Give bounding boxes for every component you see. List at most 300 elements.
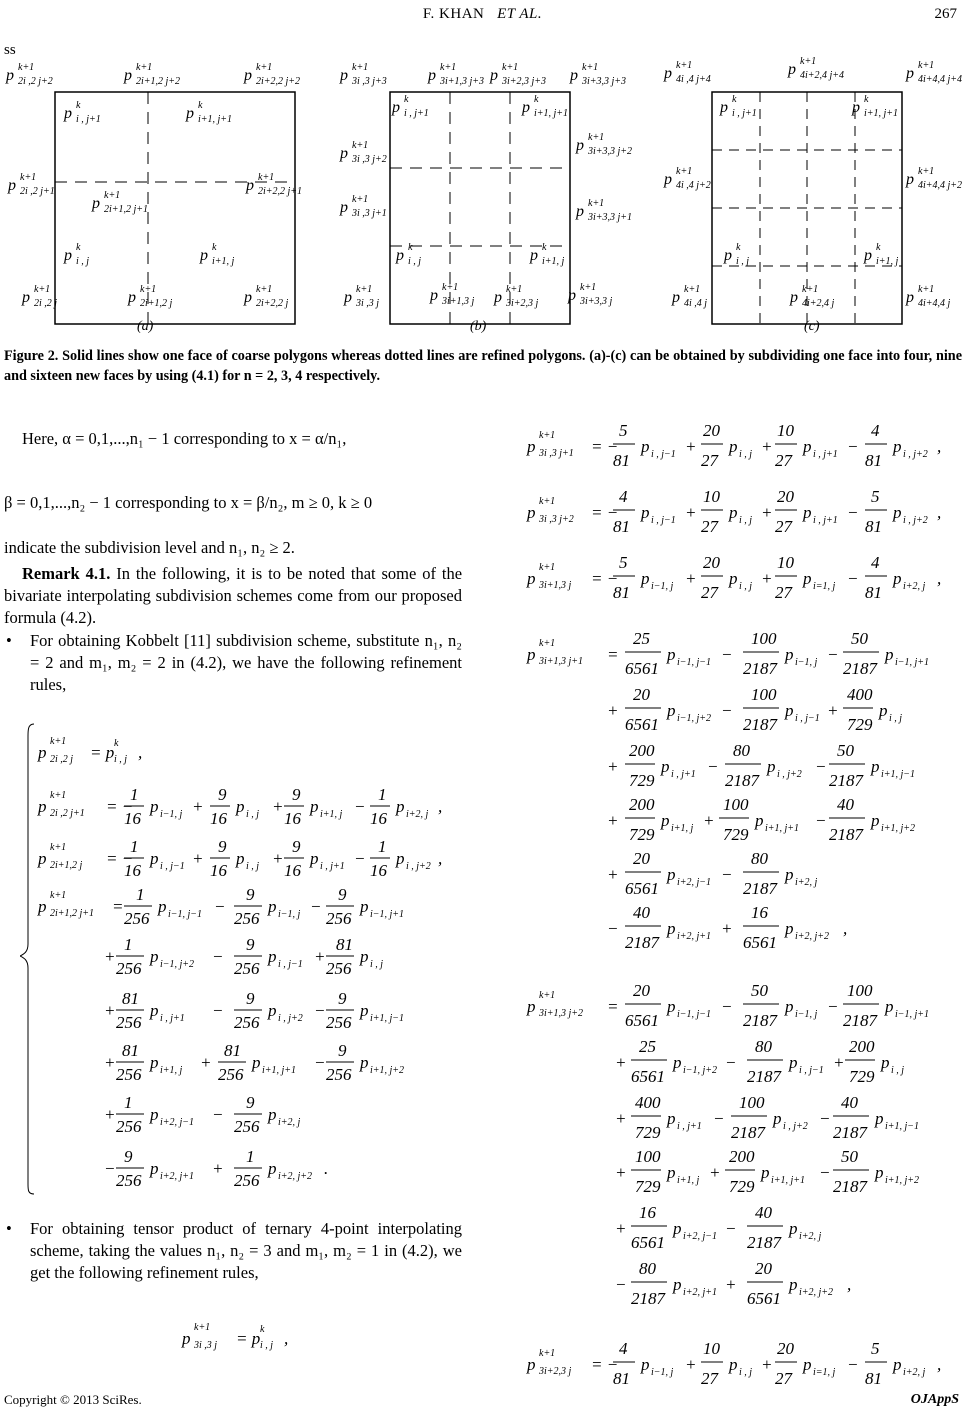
svg-text:k+1: k+1 bbox=[50, 790, 67, 801]
svg-text:p: p bbox=[803, 437, 812, 456]
svg-text:729: 729 bbox=[849, 1067, 875, 1086]
svg-text:k+1: k+1 bbox=[588, 132, 605, 143]
svg-text:3i+3,3 j+2: 3i+3,3 j+2 bbox=[588, 146, 633, 157]
svg-text:p: p bbox=[150, 797, 159, 816]
svg-text:81: 81 bbox=[122, 989, 139, 1008]
svg-text:= −: = − bbox=[106, 797, 134, 816]
svg-text:=: = bbox=[607, 645, 619, 664]
svg-text:9: 9 bbox=[246, 1093, 255, 1112]
svg-text:i , j+1: i , j+1 bbox=[671, 769, 696, 780]
svg-text:10: 10 bbox=[703, 1339, 720, 1358]
svg-text:9: 9 bbox=[218, 785, 227, 804]
svg-text:+: + bbox=[615, 1109, 627, 1128]
svg-text:i=1, j: i=1, j bbox=[813, 581, 836, 592]
svg-text:p: p bbox=[150, 849, 159, 868]
svg-text:i+2, j: i+2, j bbox=[406, 809, 429, 820]
svg-text:p: p bbox=[724, 247, 732, 264]
svg-text:−: − bbox=[212, 1105, 224, 1124]
svg-text:3i ,3 j+1: 3i ,3 j+1 bbox=[539, 448, 574, 459]
svg-text:i+2, j: i+2, j bbox=[799, 1231, 822, 1242]
svg-text:p: p bbox=[729, 503, 738, 522]
svg-text:k: k bbox=[404, 94, 409, 105]
svg-text:p: p bbox=[720, 99, 728, 116]
svg-text:p: p bbox=[641, 503, 650, 522]
svg-text:−: − bbox=[607, 919, 619, 938]
panel-c bbox=[663, 56, 962, 334]
svg-text:2187: 2187 bbox=[725, 771, 759, 790]
svg-text:p: p bbox=[864, 247, 872, 264]
svg-text:2187: 2187 bbox=[843, 1011, 877, 1030]
indicate-line: indicate the subdivision level and n₁, n₂ ≥ 2. bbox=[4, 538, 295, 557]
svg-text:p: p bbox=[871, 811, 880, 830]
svg-text:100: 100 bbox=[847, 981, 873, 1000]
svg-text:k+1: k+1 bbox=[502, 62, 519, 73]
svg-text:2i+1,2 j: 2i+1,2 j bbox=[50, 860, 83, 871]
svg-text:i , j+1: i , j+1 bbox=[813, 515, 838, 526]
svg-text:81: 81 bbox=[865, 583, 882, 602]
svg-text:81: 81 bbox=[613, 517, 630, 536]
svg-text:27: 27 bbox=[701, 583, 718, 602]
svg-text:+: + bbox=[761, 1355, 773, 1374]
svg-text:256: 256 bbox=[116, 1013, 142, 1032]
svg-text:k+1: k+1 bbox=[588, 198, 605, 209]
svg-text:−: − bbox=[827, 997, 839, 1016]
svg-text:3i+3,3 j: 3i+3,3 j bbox=[580, 296, 613, 307]
svg-text:p: p bbox=[150, 947, 159, 966]
svg-text:p: p bbox=[755, 811, 764, 830]
svg-text:p: p bbox=[396, 797, 405, 816]
svg-text:256: 256 bbox=[234, 909, 260, 928]
svg-text:i+1, j: i+1, j bbox=[160, 1065, 183, 1076]
svg-text:k: k bbox=[260, 1324, 265, 1335]
svg-text:6561: 6561 bbox=[631, 1067, 665, 1086]
svg-text:i , j: i , j bbox=[408, 256, 422, 267]
svg-text:p: p bbox=[673, 1275, 682, 1294]
svg-text:2187: 2187 bbox=[743, 1011, 777, 1030]
svg-text:3i+2,3 j: 3i+2,3 j bbox=[539, 1366, 572, 1377]
svg-text:p: p bbox=[236, 797, 245, 816]
svg-text:i , j+1: i , j+1 bbox=[732, 108, 757, 119]
svg-text:k+1: k+1 bbox=[539, 430, 556, 441]
svg-text:+: + bbox=[200, 1053, 212, 1072]
svg-text:+: + bbox=[615, 1163, 627, 1182]
svg-text:p: p bbox=[785, 701, 794, 720]
svg-text:p: p bbox=[38, 849, 47, 868]
svg-text:p: p bbox=[22, 289, 30, 306]
svg-text:256: 256 bbox=[124, 909, 150, 928]
svg-text:p: p bbox=[803, 503, 812, 522]
svg-text:p: p bbox=[667, 1163, 676, 1182]
svg-text:256: 256 bbox=[234, 1117, 260, 1136]
svg-text:256: 256 bbox=[234, 1171, 260, 1190]
svg-text:3i+1,3 j: 3i+1,3 j bbox=[442, 296, 475, 307]
svg-text:k+1: k+1 bbox=[539, 1348, 556, 1359]
svg-text:p: p bbox=[641, 569, 650, 588]
svg-text:p: p bbox=[661, 811, 670, 830]
svg-text:i , j: i , j bbox=[114, 754, 128, 765]
svg-text:,: , bbox=[284, 1329, 289, 1348]
figure-caption: Figure 2. Solid lines show one face of coarse polygons whereas dotted lines are refined polygons. (a)-(c) can be obtained by subdividing one face into four, nine and sixteen new faces by using (4.1) for n = 2, 3, 4 respectively. bbox=[4, 348, 962, 384]
journal-name: OJAppS bbox=[910, 1392, 959, 1407]
svg-text:i+2, j: i+2, j bbox=[903, 581, 926, 592]
svg-text:i , j−1: i , j−1 bbox=[795, 713, 820, 724]
svg-text:p: p bbox=[885, 997, 894, 1016]
svg-text:i−1, j+2: i−1, j+2 bbox=[160, 959, 195, 970]
svg-text:+: + bbox=[607, 811, 619, 830]
svg-text:+: + bbox=[192, 849, 204, 868]
svg-text:i , j−1: i , j−1 bbox=[651, 449, 676, 460]
svg-text:i , j: i , j bbox=[246, 861, 260, 872]
svg-text:80: 80 bbox=[755, 1037, 772, 1056]
svg-text:p: p bbox=[252, 1053, 261, 1072]
bullet-ternary: • For obtaining tensor product of ternary 4-point interpolating scheme, taking the values n₁, n₂ = 3 and m₁, m₂ = 1 in (4.2), we get the following refinement rules, bbox=[6, 1219, 462, 1282]
svg-text:50: 50 bbox=[851, 629, 868, 648]
svg-text:−: − bbox=[819, 1109, 831, 1128]
svg-text:p: p bbox=[310, 849, 319, 868]
svg-text:5: 5 bbox=[619, 421, 628, 440]
svg-text:−: − bbox=[815, 811, 827, 830]
svg-text:p: p bbox=[667, 919, 676, 938]
svg-text:p: p bbox=[761, 1163, 770, 1182]
svg-text:+: + bbox=[833, 1053, 845, 1072]
svg-text:p: p bbox=[124, 67, 132, 84]
svg-text:p: p bbox=[906, 289, 914, 306]
svg-text:20: 20 bbox=[777, 487, 794, 506]
svg-text:729: 729 bbox=[847, 715, 873, 734]
svg-text:2i+2,2 j+1: 2i+2,2 j+1 bbox=[258, 186, 303, 197]
svg-text:256: 256 bbox=[116, 959, 142, 978]
svg-text:−: − bbox=[721, 645, 733, 664]
svg-text:.: . bbox=[324, 1159, 329, 1178]
svg-text:p: p bbox=[396, 247, 404, 264]
svg-text:16: 16 bbox=[370, 809, 387, 828]
svg-text:p: p bbox=[789, 1219, 798, 1238]
svg-text:2187: 2187 bbox=[747, 1233, 781, 1252]
svg-text:1: 1 bbox=[124, 1093, 133, 1112]
svg-text:256: 256 bbox=[326, 909, 352, 928]
svg-text:729: 729 bbox=[635, 1123, 661, 1142]
svg-text:p: p bbox=[340, 199, 348, 216]
svg-text:i , j−1: i , j−1 bbox=[160, 861, 185, 872]
svg-text:6561: 6561 bbox=[631, 1233, 665, 1252]
svg-text:p: p bbox=[182, 1329, 191, 1348]
svg-text:i+1, j−1: i+1, j−1 bbox=[881, 769, 916, 780]
svg-text:= −: = − bbox=[591, 1355, 619, 1374]
svg-text:4: 4 bbox=[871, 553, 880, 572]
svg-text:p: p bbox=[527, 645, 536, 664]
svg-text:k+1: k+1 bbox=[440, 62, 457, 73]
svg-text:3i ,3 j: 3i ,3 j bbox=[356, 298, 380, 309]
svg-text:3i ,3 j+1: 3i ,3 j+1 bbox=[352, 208, 387, 219]
svg-text:−: − bbox=[847, 569, 859, 588]
svg-text:p: p bbox=[672, 289, 680, 306]
svg-text:81: 81 bbox=[122, 1041, 139, 1060]
svg-text:2187: 2187 bbox=[743, 879, 777, 898]
svg-text:729: 729 bbox=[635, 1177, 661, 1196]
svg-text:i , j+1: i , j+1 bbox=[76, 114, 101, 125]
svg-text:p: p bbox=[128, 289, 136, 306]
svg-text:−: − bbox=[847, 437, 859, 456]
svg-text:3i+1,3 j+1: 3i+1,3 j+1 bbox=[539, 656, 584, 667]
svg-text:p: p bbox=[490, 67, 498, 84]
svg-text:k+1: k+1 bbox=[918, 166, 935, 177]
svg-text:+: + bbox=[725, 1275, 737, 1294]
svg-text:i−1, j: i−1, j bbox=[795, 657, 818, 668]
svg-text:k+1: k+1 bbox=[104, 190, 121, 201]
svg-text:−: − bbox=[847, 503, 859, 522]
svg-text:−: − bbox=[815, 757, 827, 776]
svg-text:p: p bbox=[664, 171, 672, 188]
svg-text:2187: 2187 bbox=[631, 1289, 665, 1308]
svg-text:p: p bbox=[527, 997, 536, 1016]
svg-text:+: + bbox=[761, 503, 773, 522]
svg-text:2i+1,2 j+1: 2i+1,2 j+1 bbox=[104, 204, 149, 215]
svg-text:−: − bbox=[212, 947, 224, 966]
svg-text:i , j+2: i , j+2 bbox=[903, 515, 928, 526]
svg-text:p: p bbox=[881, 1053, 890, 1072]
svg-text:i+2, j−1: i+2, j−1 bbox=[160, 1117, 195, 1128]
svg-text:i , j: i , j bbox=[739, 449, 753, 460]
svg-text:p: p bbox=[244, 67, 252, 84]
svg-text:k+1: k+1 bbox=[539, 990, 556, 1001]
svg-text:p: p bbox=[893, 569, 902, 588]
svg-text:i , j+2: i , j+2 bbox=[406, 861, 431, 872]
svg-text:p: p bbox=[392, 99, 400, 116]
svg-text:729: 729 bbox=[629, 771, 655, 790]
svg-text:p: p bbox=[158, 897, 167, 916]
svg-text:+: + bbox=[272, 797, 284, 816]
svg-text:= p: = p bbox=[90, 743, 115, 762]
svg-text:i+1, j+1: i+1, j+1 bbox=[198, 114, 233, 125]
svg-text:81: 81 bbox=[613, 451, 630, 470]
svg-text:−: − bbox=[354, 849, 366, 868]
svg-text:16: 16 bbox=[639, 1203, 656, 1222]
svg-text:p: p bbox=[568, 287, 576, 304]
svg-text:i+1, j: i+1, j bbox=[542, 256, 565, 267]
svg-text:p: p bbox=[729, 569, 738, 588]
svg-text:p: p bbox=[92, 195, 100, 212]
svg-text:2i ,2 j+2: 2i ,2 j+2 bbox=[18, 76, 53, 87]
svg-text:−: − bbox=[214, 897, 226, 916]
svg-text:2i ,2 j: 2i ,2 j bbox=[50, 754, 74, 765]
svg-text:k+1: k+1 bbox=[140, 284, 157, 295]
svg-text:6561: 6561 bbox=[747, 1289, 781, 1308]
svg-text:i+1, j+1: i+1, j+1 bbox=[765, 823, 800, 834]
svg-text:i−1, j−1: i−1, j−1 bbox=[168, 909, 203, 920]
svg-text:p: p bbox=[767, 757, 776, 776]
svg-text:3i+3,3 j+3: 3i+3,3 j+3 bbox=[582, 76, 627, 87]
svg-text:81: 81 bbox=[865, 517, 882, 536]
svg-text:k: k bbox=[212, 242, 217, 253]
svg-text:1: 1 bbox=[246, 1147, 255, 1166]
svg-text:2187: 2187 bbox=[625, 933, 659, 952]
svg-text:p: p bbox=[8, 177, 16, 194]
svg-text:i−1, j−1: i−1, j−1 bbox=[677, 657, 712, 668]
svg-text:p: p bbox=[360, 1001, 369, 1020]
svg-text:k+1: k+1 bbox=[676, 166, 693, 177]
svg-text:4i+2,4 j: 4i+2,4 j bbox=[802, 298, 835, 309]
svg-text:i−1, j+1: i−1, j+1 bbox=[370, 909, 405, 920]
svg-text:p: p bbox=[246, 177, 254, 194]
svg-text:80: 80 bbox=[639, 1259, 656, 1278]
svg-text:3i ,3 j+2: 3i ,3 j+2 bbox=[352, 154, 387, 165]
svg-text:256: 256 bbox=[116, 1117, 142, 1136]
svg-text:20: 20 bbox=[777, 1339, 794, 1358]
svg-text:i , j: i , j bbox=[246, 809, 260, 820]
svg-text:256: 256 bbox=[234, 1013, 260, 1032]
svg-text:6561: 6561 bbox=[625, 715, 659, 734]
svg-text:i , j: i , j bbox=[891, 1065, 905, 1076]
svg-text:20: 20 bbox=[703, 421, 720, 440]
svg-text:−: − bbox=[314, 1001, 326, 1020]
svg-text:k: k bbox=[198, 100, 203, 111]
svg-text:i+2, j+2: i+2, j+2 bbox=[795, 931, 830, 942]
svg-text:2i ,2 j+1: 2i ,2 j+1 bbox=[20, 186, 55, 197]
svg-text:200: 200 bbox=[729, 1147, 755, 1166]
remark-title: Remark 4.1. bbox=[22, 564, 111, 583]
svg-text:i+1, j+2: i+1, j+2 bbox=[885, 1175, 920, 1186]
figure-2 bbox=[0, 50, 965, 342]
svg-text:p: p bbox=[64, 105, 72, 122]
svg-text:256: 256 bbox=[218, 1065, 244, 1084]
svg-text:k+1: k+1 bbox=[20, 172, 37, 183]
ternary-equations bbox=[525, 412, 963, 1392]
svg-text:i , j+1: i , j+1 bbox=[404, 108, 429, 119]
svg-text:p: p bbox=[360, 897, 369, 916]
svg-text:100: 100 bbox=[751, 629, 777, 648]
svg-text:p: p bbox=[785, 645, 794, 664]
panel-label-a: (a) bbox=[137, 319, 154, 334]
svg-text:9: 9 bbox=[338, 989, 347, 1008]
svg-text:−: − bbox=[819, 1163, 831, 1182]
svg-text:p: p bbox=[428, 67, 436, 84]
svg-text:i+2, j−1: i+2, j−1 bbox=[677, 877, 712, 888]
svg-text:k: k bbox=[732, 94, 737, 105]
svg-text:p: p bbox=[576, 203, 584, 220]
svg-text:50: 50 bbox=[751, 981, 768, 1000]
svg-text:p: p bbox=[64, 247, 72, 264]
svg-text:256: 256 bbox=[326, 1013, 352, 1032]
svg-text:p: p bbox=[729, 437, 738, 456]
svg-text:,: , bbox=[138, 743, 143, 762]
svg-text:−: − bbox=[721, 865, 733, 884]
svg-text:= −: = − bbox=[591, 569, 619, 588]
svg-text:p: p bbox=[789, 1053, 798, 1072]
svg-text:1: 1 bbox=[124, 935, 133, 954]
svg-text:729: 729 bbox=[729, 1177, 755, 1196]
svg-text:81: 81 bbox=[613, 583, 630, 602]
svg-text:k: k bbox=[736, 242, 741, 253]
svg-text:p: p bbox=[785, 865, 794, 884]
svg-text:i+1, j+1: i+1, j+1 bbox=[534, 108, 569, 119]
svg-text:25: 25 bbox=[633, 629, 650, 648]
svg-text:k+1: k+1 bbox=[352, 62, 369, 73]
svg-text:+: + bbox=[615, 1219, 627, 1238]
svg-text:p: p bbox=[38, 743, 47, 762]
svg-text:,: , bbox=[438, 797, 443, 816]
svg-text:4i+4,4 j: 4i+4,4 j bbox=[918, 298, 951, 309]
svg-text:i , j−1: i , j−1 bbox=[799, 1065, 824, 1076]
svg-text:p: p bbox=[667, 865, 676, 884]
svg-text:p: p bbox=[200, 247, 208, 264]
svg-text:p: p bbox=[310, 797, 319, 816]
svg-text:2187: 2187 bbox=[743, 659, 777, 678]
svg-text:p: p bbox=[38, 797, 47, 816]
svg-text:i−1, j: i−1, j bbox=[651, 1367, 674, 1378]
stray-text: ss bbox=[4, 42, 16, 58]
svg-text:256: 256 bbox=[326, 1065, 352, 1084]
svg-text:p: p bbox=[522, 99, 530, 116]
svg-text:p: p bbox=[673, 1053, 682, 1072]
svg-text:+: + bbox=[104, 1105, 116, 1124]
svg-text:2187: 2187 bbox=[833, 1177, 867, 1196]
svg-text:−: − bbox=[725, 1219, 737, 1238]
svg-text:10: 10 bbox=[777, 553, 794, 572]
svg-text:3i+2,3 j: 3i+2,3 j bbox=[506, 298, 539, 309]
svg-text:i , j+2: i , j+2 bbox=[278, 1013, 303, 1024]
svg-text:1: 1 bbox=[136, 885, 145, 904]
svg-text:256: 256 bbox=[234, 959, 260, 978]
svg-text:p: p bbox=[186, 105, 194, 122]
svg-text:−: − bbox=[713, 1109, 725, 1128]
svg-text:k: k bbox=[864, 94, 869, 105]
svg-text:4: 4 bbox=[871, 421, 880, 440]
copyright: Copyright © 2013 SciRes. bbox=[4, 1392, 142, 1407]
svg-text:9: 9 bbox=[246, 989, 255, 1008]
svg-text:4i+2,4 j+4: 4i+2,4 j+4 bbox=[800, 70, 845, 81]
svg-text:k+1: k+1 bbox=[800, 56, 817, 67]
svg-text:k+1: k+1 bbox=[352, 140, 369, 151]
svg-text:5: 5 bbox=[619, 553, 628, 572]
running-title: F. KHAN ET AL. bbox=[422, 6, 543, 22]
svg-text:2187: 2187 bbox=[843, 659, 877, 678]
svg-text:−: − bbox=[725, 1053, 737, 1072]
svg-text:4i+4,4 j+2: 4i+4,4 j+2 bbox=[918, 180, 963, 191]
svg-text:256: 256 bbox=[326, 959, 352, 978]
svg-text:+: + bbox=[685, 1355, 697, 1374]
svg-text:p: p bbox=[729, 1355, 738, 1374]
svg-text:20: 20 bbox=[633, 849, 650, 868]
svg-text:−: − bbox=[615, 1275, 627, 1294]
svg-text:3i+1,3 j+3: 3i+1,3 j+3 bbox=[440, 76, 485, 87]
svg-text:3i+3,3 j+1: 3i+3,3 j+1 bbox=[588, 212, 633, 223]
svg-text:p: p bbox=[893, 1355, 902, 1374]
svg-text:9: 9 bbox=[124, 1147, 133, 1166]
svg-text:p: p bbox=[268, 947, 277, 966]
svg-text:3i+1,3 j+2: 3i+1,3 j+2 bbox=[539, 1008, 584, 1019]
svg-text:p: p bbox=[570, 67, 578, 84]
svg-text:p: p bbox=[236, 849, 245, 868]
svg-text:3i ,3 j: 3i ,3 j bbox=[194, 1340, 218, 1351]
svg-text:9: 9 bbox=[218, 837, 227, 856]
svg-text:p: p bbox=[906, 171, 914, 188]
svg-text:16: 16 bbox=[210, 809, 227, 828]
svg-text:6561: 6561 bbox=[625, 659, 659, 678]
svg-text:2187: 2187 bbox=[743, 715, 777, 734]
svg-text:i , j: i , j bbox=[739, 515, 753, 526]
svg-text:5: 5 bbox=[871, 1339, 880, 1358]
svg-text:k+1: k+1 bbox=[256, 284, 273, 295]
svg-text:100: 100 bbox=[751, 685, 777, 704]
svg-text:16: 16 bbox=[751, 903, 768, 922]
svg-text:16: 16 bbox=[210, 861, 227, 880]
kobbelt-equations bbox=[20, 716, 465, 1196]
svg-text:p: p bbox=[530, 247, 538, 264]
svg-text:k+1: k+1 bbox=[136, 62, 153, 73]
svg-text:k+1: k+1 bbox=[352, 194, 369, 205]
svg-text:i+2, j−1: i+2, j−1 bbox=[683, 1231, 718, 1242]
svg-text:i+1, j: i+1, j bbox=[671, 823, 694, 834]
